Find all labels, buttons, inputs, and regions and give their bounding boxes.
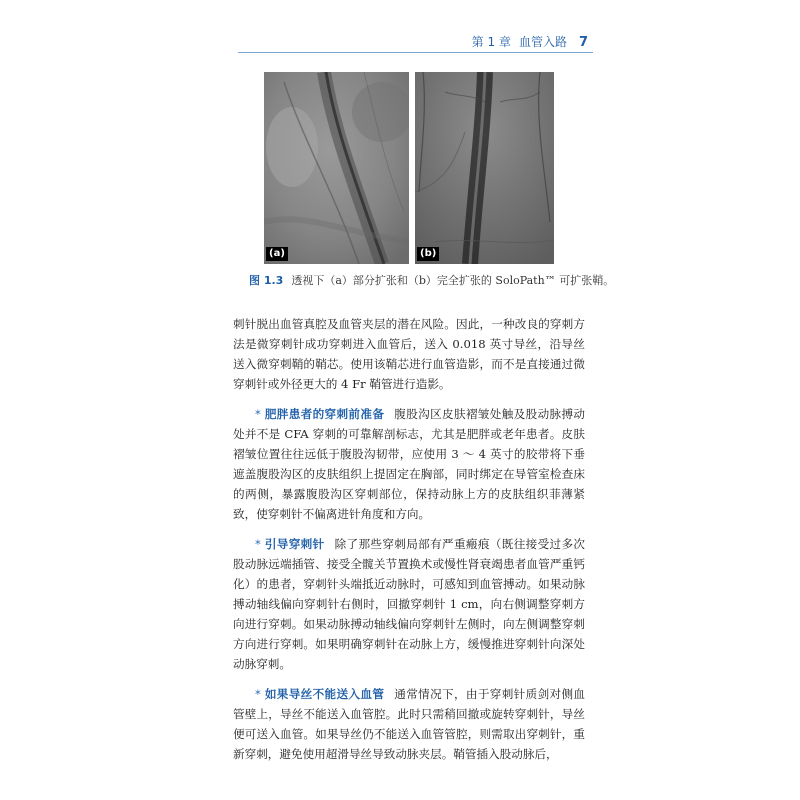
figure-number: 图 1.3 — [249, 274, 284, 287]
panel-a-label: (a) — [266, 247, 288, 261]
figure-1-3 — [264, 72, 554, 264]
chapter-title: 血管入路 — [518, 35, 567, 49]
paragraph-3 — [233, 534, 585, 674]
header-rule — [238, 52, 593, 53]
paragraph-1 — [233, 314, 585, 394]
fluoroscopy-image-b — [415, 72, 554, 264]
paragraph-2 — [233, 404, 585, 524]
section-heading-obese-patients: 肥胖患者的穿刺前准备 — [264, 407, 385, 421]
running-head — [472, 33, 588, 50]
figure-caption-text: 透视下（a）部分扩张和（b）完全扩张的 SoloPath™ 可扩张鞘。 — [291, 274, 615, 287]
bullet-star: * — [255, 537, 261, 551]
page-number: 7 — [578, 35, 588, 50]
section-heading-guide-needle: 引导穿刺针 — [264, 537, 325, 551]
fluoroscopy-b-graphic — [415, 72, 554, 264]
figure-caption — [249, 272, 615, 288]
fluoroscopy-a-graphic — [264, 72, 409, 264]
paragraph-2-text: 腹股沟区皮肤褶皱处触及股动脉搏动处并不是 CFA 穿刺的可靠解剖标志，尤其是肥胖或老年患者。皮肤褶皱位置往往远低于腹股沟韧带，应使用 3 ～ 4 英寸的胶带将下垂遮盖腹股沟区的皮肤组织上提固定在胸部，同时绑定在导管室检查床的两侧，暴露腹股沟区穿刺部位，保持动脉上方的皮肤组织菲薄紧致，使穿刺针不偏离进针角度和方向。 — [233, 407, 585, 521]
section-heading-guidewire-fails: 如果导丝不能送入血管 — [264, 687, 385, 701]
fluoroscopy-image-a — [264, 72, 409, 264]
panel-b-label: (b) — [417, 247, 439, 261]
chapter-number: 第 1 章 — [471, 35, 511, 49]
bullet-star: * — [255, 407, 261, 421]
paragraph-4 — [233, 684, 585, 764]
paragraph-3-text: 除了那些穿刺局部有严重瘢痕（既往接受过多次股动脉远端插管、接受全髋关节置换术或慢性肾衰竭患者血管严重钙化）的患者，穿刺针头端抵近动脉时，可感知到血管搏动。如果动脉搏动轴线偏向穿刺针右侧时，回撤穿刺针 1 cm，向右侧调整穿刺方向进行穿刺。如果动脉搏动轴线偏向穿刺针左侧时，向左侧调整穿刺方向进行穿刺。如果明确穿刺针在动脉上方，缓慢推进穿刺针向深处动脉穿刺。 — [233, 537, 585, 671]
paragraph-4-text: 通常情况下，由于穿刺针质剑对侧血管壁上，导丝不能送入血管腔。此时只需稍回撤或旋转穿刺针，导丝便可送入血管。如果导丝仍不能送入血管管腔，则需取出穿刺针，重新穿刺，避免使用超滑导丝导致动脉夹层。鞘管插入股动脉后， — [233, 687, 585, 761]
bullet-star: * — [255, 687, 261, 701]
body-text — [233, 314, 585, 774]
paragraph-1-text: 刺针脱出血管真腔及血管夹层的潜在风险。因此，一种改良的穿刺方法是微穿刺针成功穿刺进入血管后，送入 0.018 英寸导丝，沿导丝送入微穿刺鞘的鞘芯。使用该鞘芯进行血管造影，而不是直接通过微穿刺针或外径更大的 4 Fr 鞘管进行造影。 — [233, 317, 585, 391]
